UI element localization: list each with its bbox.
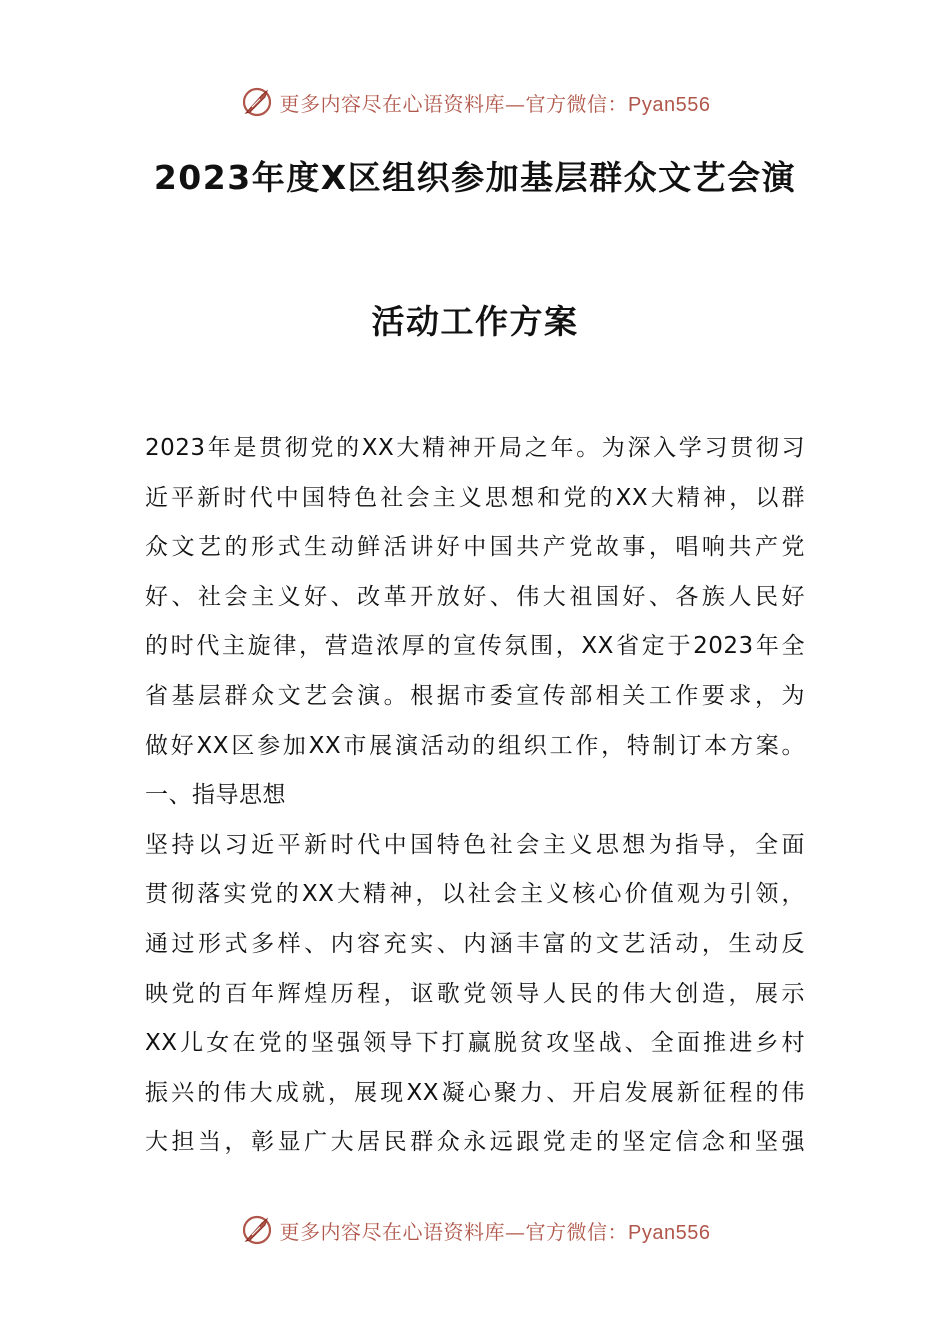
wechat-id: Pyan556 (628, 1221, 711, 1244)
section-heading: 一、指导思想 (145, 782, 286, 809)
body-line: 2023年是贯彻党的XX大精神开局之年。为深入学习贯彻习 (145, 435, 805, 461)
body-line: XX儿女在党的坚强领导下打赢脱贫攻坚战、全面推进乡村 (145, 1030, 805, 1057)
body-line: 大担当，彰显广大居民群众永远跟党走的坚定信念和坚强 (145, 1129, 805, 1156)
body-line: 坚持以习近平新时代中国特色社会主义思想为指导，全面 (145, 831, 805, 858)
body-line: 众文艺的形式生动鲜活讲好中国共产党故事，唱响共产党 (145, 534, 805, 561)
quill-pen-logo-icon (240, 1213, 274, 1247)
body-line: 的时代主旋律，营造浓厚的宣传氛围，XX省定于2023年全 (145, 633, 805, 660)
watermark-banner-top (0, 82, 950, 122)
document-title-line-2: 活动工作方案 (371, 302, 579, 341)
body-line: 振兴的伟大成就，展现XX凝心聚力、开启发展新征程的伟 (145, 1079, 805, 1106)
quill-pen-logo-icon (240, 85, 274, 119)
body-line: 好、社会主义好、改革开放好、伟大祖国好、各族人民好 (145, 583, 805, 610)
body-line: 省基层群众文艺会演。根据市委宣传部相关工作要求，为 (145, 682, 805, 709)
body-line: 近平新时代中国特色社会主义思想和党的XX大精神，以群 (145, 484, 805, 511)
watermark-banner-bottom (0, 1210, 950, 1250)
body-line: 贯彻落实党的XX大精神，以社会主义核心价值观为引领， (145, 881, 805, 908)
body-line: 映党的百年辉煌历程，讴歌党领导人民的伟大创造，展示 (145, 980, 805, 1007)
watermark-text: 更多内容尽在心语资料库—官方微信：Pyan556 (279, 1219, 711, 1244)
watermark-text: 更多内容尽在心语资料库—官方微信：Pyan556 (279, 91, 711, 116)
body-line: 通过形式多样、内容充实、内涵丰富的文艺活动，生动反 (145, 930, 805, 957)
wechat-id: Pyan556 (628, 93, 711, 116)
document-body (145, 424, 805, 1168)
body-line: 做好XX区参加XX市展演活动的组织工作，特制订本方案。 (145, 732, 805, 759)
document-title-line-1: 2023年度X区组织参加基层群众文艺会演 (153, 158, 797, 197)
